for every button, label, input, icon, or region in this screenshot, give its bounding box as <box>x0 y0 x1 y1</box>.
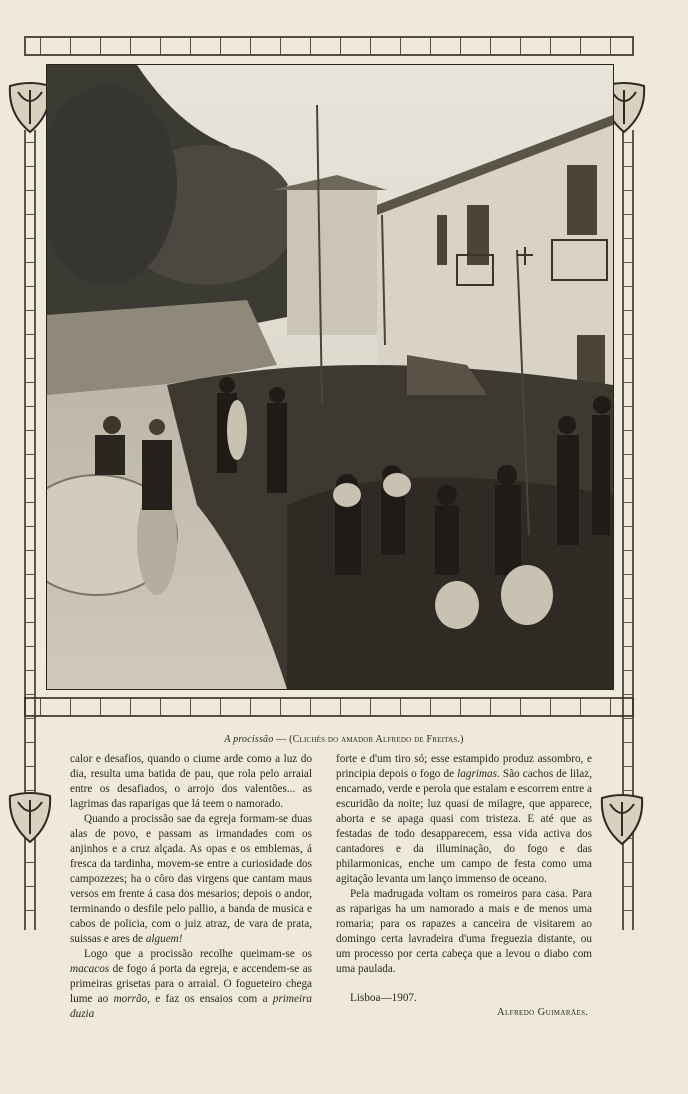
article-column-right <box>336 752 592 977</box>
paragraph-text: Quando a procissão sae da egreja formam-se duas alas de povo, e passam as irmandades com os anjinhos e a cruz alçada. As opas e os emblemas, á fresca da tardinha, movem-se entre a curiosidade dos campozezes; ha o côro das virgens que cantam maus versos em frente á casa dos mesarios; depois o andor, terminando o desfile pelo pallio, a banda de musica e cabos de policia, com o juiz atraz, de vara de prata, suissas e ares de <box>70 813 312 945</box>
caption-title: A procissão <box>224 734 274 745</box>
paragraph: calor e desafios, quando o ciume arde como a luz do dia, resulta uma batida de pau, que rola pelo arraial entre os desafiados, o arrojo dos valentões... as lagrimas das raparigas que lá teem o namorado. <box>70 753 312 810</box>
emphasis-text: lagrimas <box>457 768 497 780</box>
emphasis-text: macacos <box>70 963 110 975</box>
paragraph <box>70 947 312 1022</box>
emphasis-text: alguem! <box>145 933 183 945</box>
place-date: Lisboa—1907. <box>350 992 417 1004</box>
paragraph-text: . São cachos de lilaz, encarnado, verde e perola que estalam e escorrem entre a escuridão da noite; luz quasi de milagre, que apparece, aborta e se apaga quasi com tristeza. E até que as festadas de todo desapparecem, essa vida activa dos cantadores e da illuminação, do fogo e das philarmonicas, enche um campo de festa como uma agitação levanta um lanço immenso de oceano. <box>336 768 592 885</box>
caption-credit: (Clichés do amador Alfredo de Freitas.) <box>289 734 464 745</box>
paragraph-text: , e faz os ensaios com a <box>147 993 268 1005</box>
paragraph: Pela madrugada voltam os romeiros para casa. Para as raparigas ha um namorado a mais e de menos uma romaria; para os rapazes a canceira de visitarem ao domingo certa lavradeira d'uma freguezia distante, ou um processo por certa cabeça que a levou o diabo com uma paulada. <box>336 888 592 975</box>
procession-photograph <box>46 64 614 690</box>
paragraph-text: forte e d'um tiro só; esse estampido produz assombro, e principia depois o fogo de <box>336 753 592 780</box>
shield-ornament-icon <box>6 790 54 846</box>
paragraph-text: de fogo á porta da egreja, e accendem-se as primeiras grisetas para o arraial. O fogueteiro chega lume ao <box>70 963 313 1005</box>
ornamental-border-top <box>24 36 634 56</box>
ornamental-border-bottom <box>24 697 634 717</box>
paragraph-text: Logo que a procissão recolhe queimam-se os <box>84 948 312 960</box>
article-column-left <box>70 752 312 1022</box>
author-signature: Alfredo Guimarães. <box>497 1007 589 1018</box>
emphasis-text: morrão <box>113 993 148 1005</box>
shield-ornament-icon <box>598 792 646 848</box>
paragraph <box>336 752 592 887</box>
caption-separator: — <box>273 734 290 745</box>
photo-caption <box>0 734 688 745</box>
emphasis-text: primeira duzia <box>70 993 313 1020</box>
paragraph <box>70 812 312 947</box>
